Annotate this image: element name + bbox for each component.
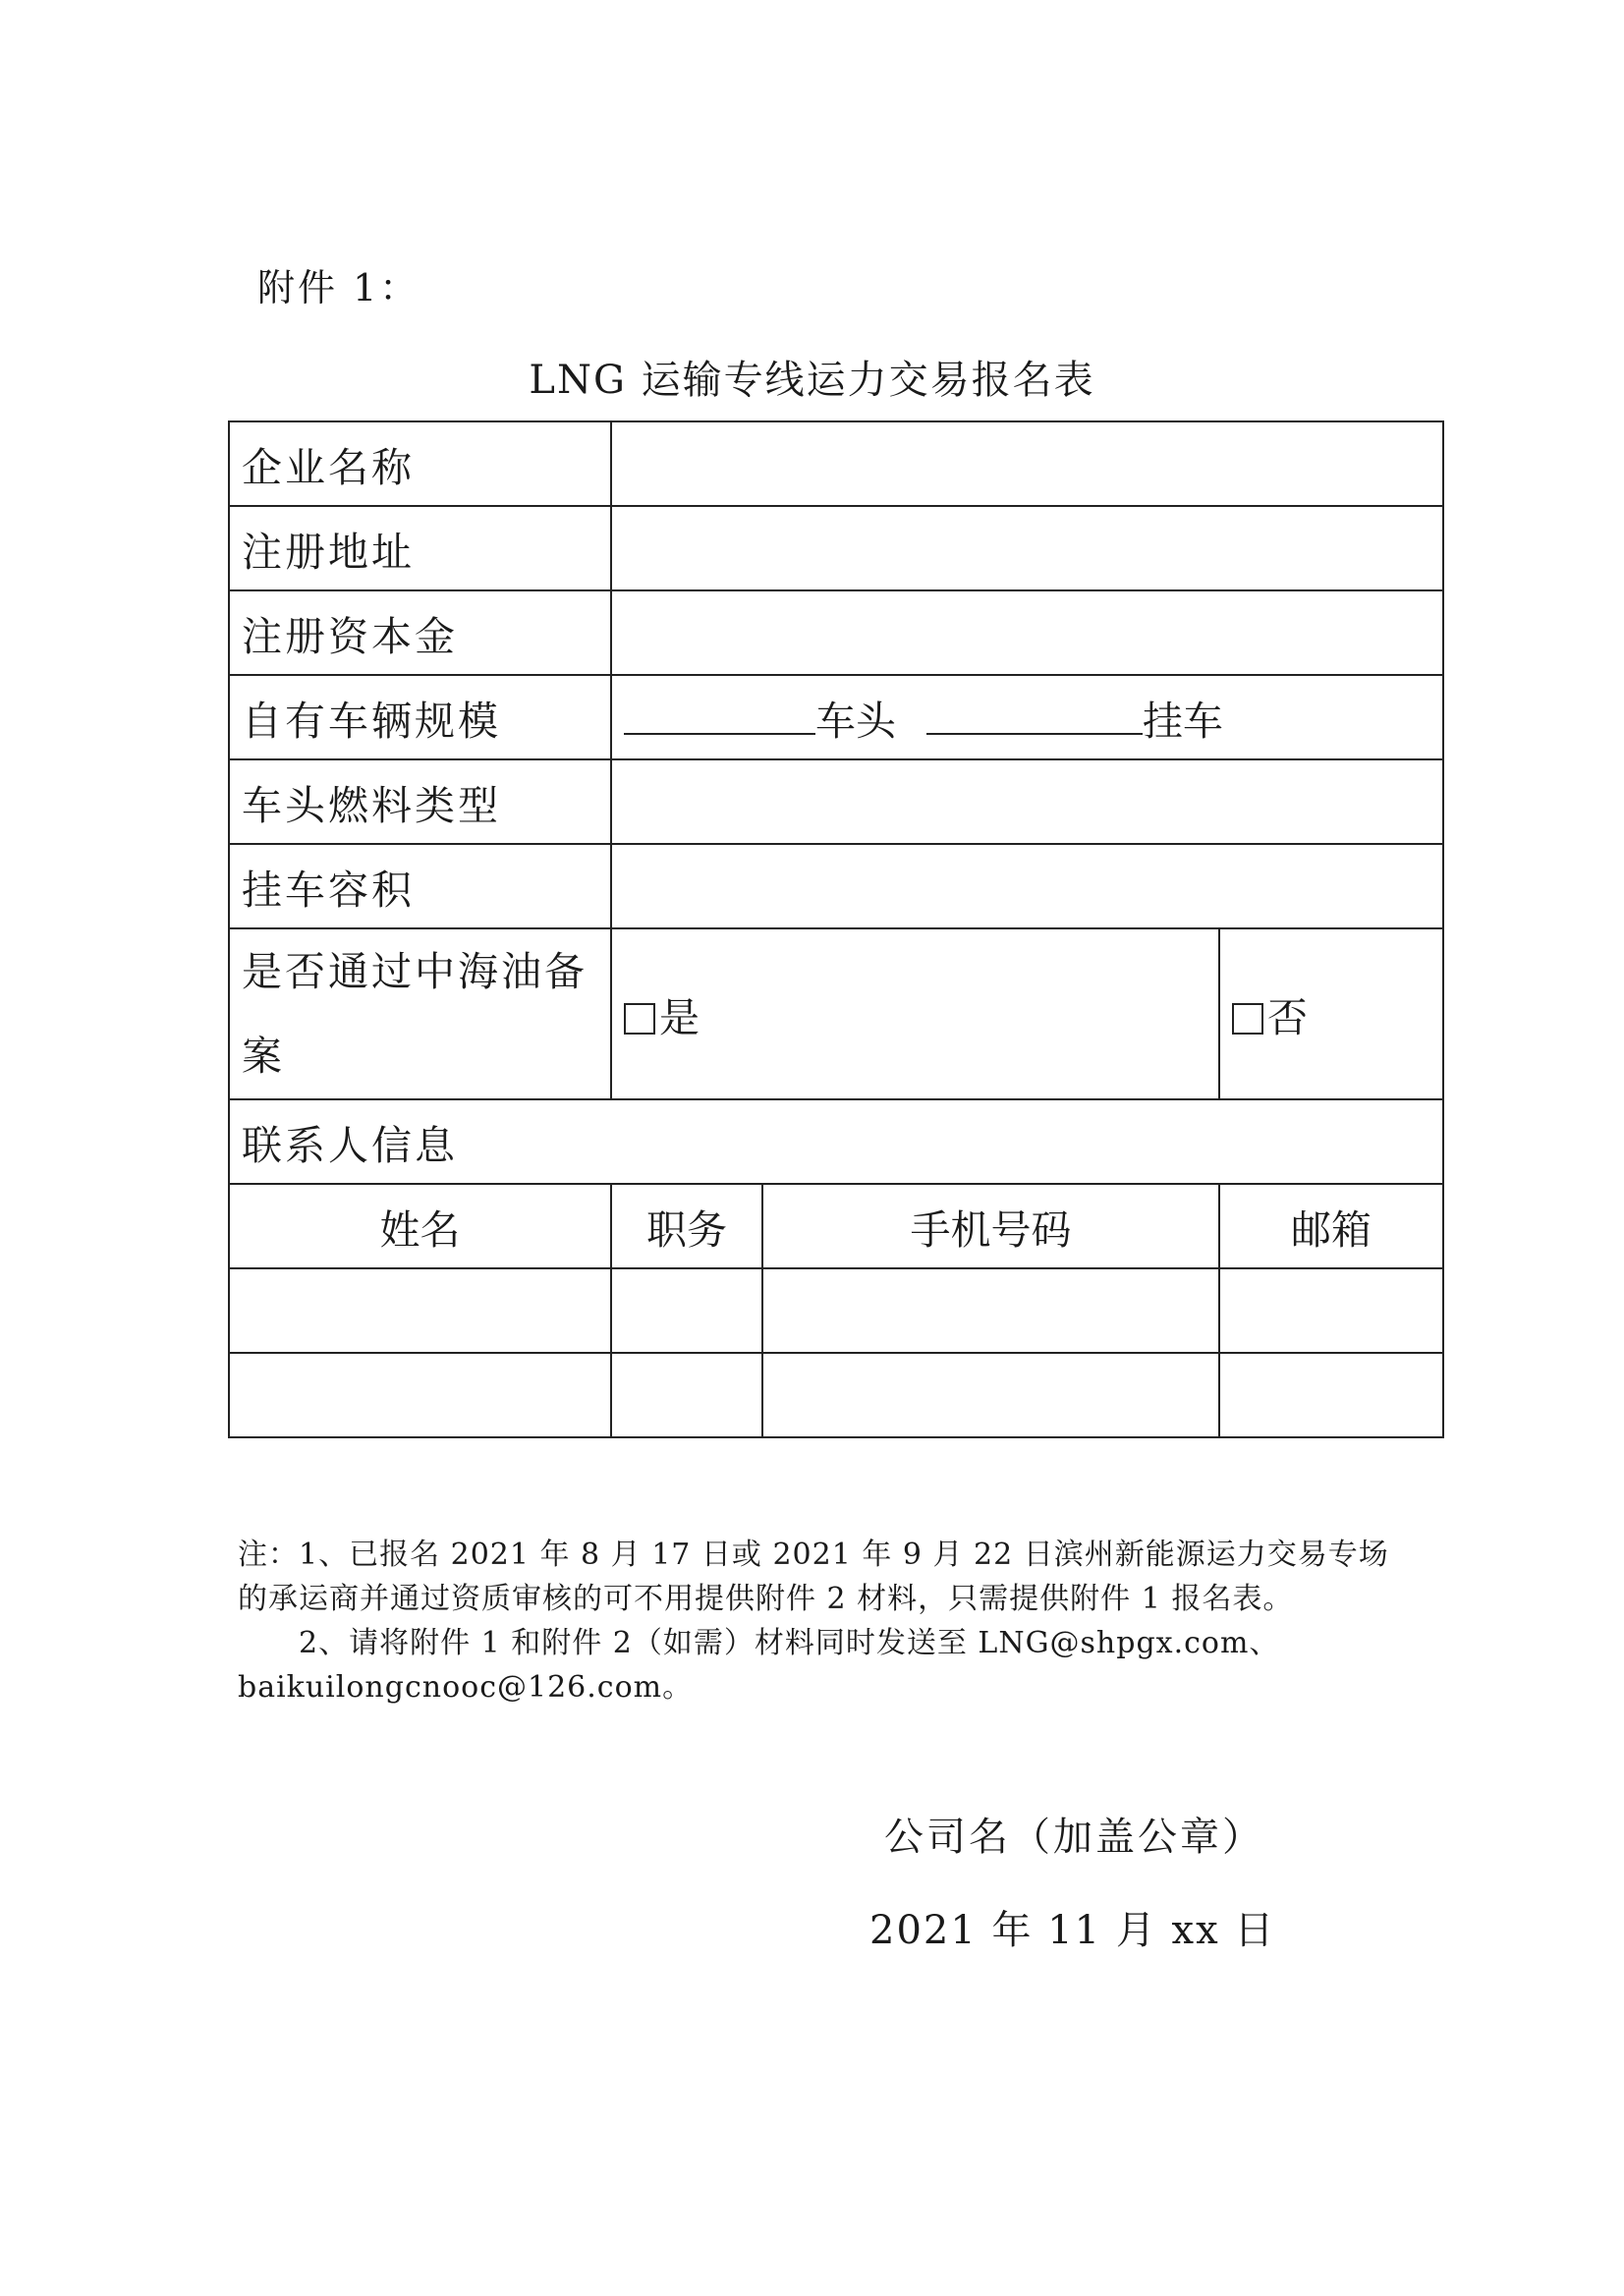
option-no-label: 否 (1267, 993, 1308, 1041)
contact-email-cell[interactable] (1219, 1353, 1443, 1437)
note-line: 注：1、已报名 2021 年 8 月 17 日或 2021 年 9 月 22 日滨州新能源运力交易专场 (238, 1538, 1389, 1572)
note-line: 2、请将附件 1 和附件 2（如需）材料同时发送至 LNG@shpgx.com、 (238, 1626, 1280, 1660)
trailer-volume-row (229, 844, 1443, 928)
trailer-count-blank[interactable] (926, 733, 1143, 735)
notes (238, 1533, 1397, 1709)
contact-header-row (229, 1184, 1443, 1268)
contact-name-cell[interactable] (229, 1268, 611, 1353)
capital-label: 注册资本金 (229, 590, 611, 675)
header-name: 姓名 (229, 1184, 611, 1268)
contact-label: 联系人信息 (229, 1099, 1443, 1184)
header-phone: 手机号码 (762, 1184, 1219, 1268)
fuel-label: 车头燃料类型 (229, 759, 611, 844)
trailer-unit: 挂车 (1143, 697, 1224, 745)
fleet-row (229, 675, 1443, 759)
note-line: baikuilongcnooc@126.com。 (238, 1670, 694, 1705)
header-email: 邮箱 (1219, 1184, 1443, 1268)
company-name-row (229, 421, 1443, 506)
option-yes-label: 是 (659, 993, 700, 1041)
company-name-field[interactable] (611, 421, 1443, 506)
registration-form-table (228, 420, 1444, 1438)
contact-position-cell[interactable] (611, 1268, 762, 1353)
yes-checkbox[interactable] (624, 1003, 655, 1035)
option-yes[interactable] (611, 928, 1219, 1099)
cnooc-filed-row (229, 928, 1443, 1099)
fleet-label: 自有车辆规模 (229, 675, 611, 759)
header-position: 职务 (611, 1184, 762, 1268)
contact-name-cell[interactable] (229, 1353, 611, 1437)
trailer-volume-label: 挂车容积 (229, 844, 611, 928)
address-label: 注册地址 (229, 506, 611, 590)
attachment-label: 附件 1： (257, 266, 420, 309)
option-no[interactable] (1219, 928, 1443, 1099)
address-row (229, 506, 1443, 590)
fuel-field[interactable] (611, 759, 1443, 844)
tractor-unit: 车头 (815, 697, 896, 745)
contact-phone-cell[interactable] (762, 1268, 1219, 1353)
signature-date: 2021 年 11 月 xx 日 (869, 1908, 1276, 1953)
contact-row (229, 1268, 1443, 1353)
note-line: 的承运商并通过资质审核的可不用提供附件 2 材料，只需提供附件 1 报名表。 (238, 1582, 1294, 1616)
capital-field[interactable] (611, 590, 1443, 675)
address-field[interactable] (611, 506, 1443, 590)
signature-company: 公司名（加盖公章） (884, 1815, 1264, 1860)
contact-section-row (229, 1099, 1443, 1184)
contact-email-cell[interactable] (1219, 1268, 1443, 1353)
fuel-row (229, 759, 1443, 844)
contact-row (229, 1353, 1443, 1437)
company-name-label: 企业名称 (229, 421, 611, 506)
form-title: LNG 运输专线运力交易报名表 (529, 358, 1095, 403)
contact-position-cell[interactable] (611, 1353, 762, 1437)
cnooc-filed-label: 是否通过中海油备案 (229, 928, 611, 1099)
trailer-volume-field[interactable] (611, 844, 1443, 928)
no-checkbox[interactable] (1232, 1003, 1263, 1035)
contact-phone-cell[interactable] (762, 1353, 1219, 1437)
capital-row (229, 590, 1443, 675)
tractor-count-blank[interactable] (624, 733, 815, 735)
fleet-field (611, 675, 1443, 759)
